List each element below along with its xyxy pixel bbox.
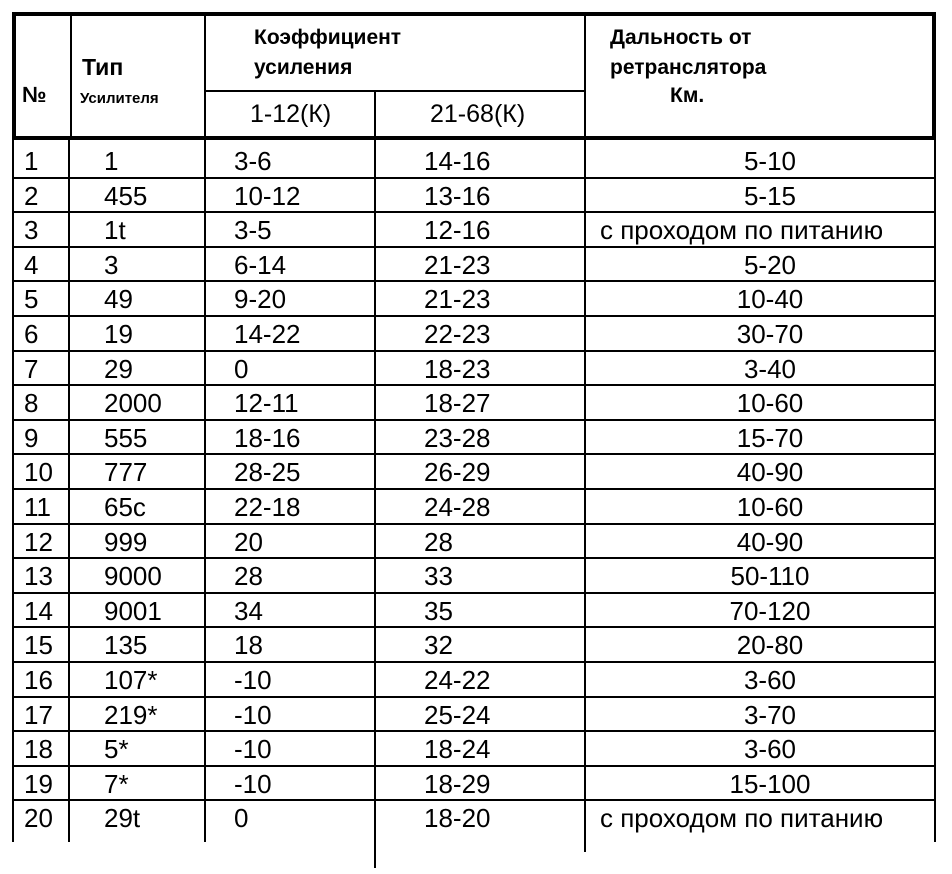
table-row: [12, 594, 936, 629]
cell-type: 555: [104, 422, 148, 453]
cell-type: 1: [104, 146, 119, 176]
table-row: [12, 801, 936, 836]
cell-gain-21-68: 18-27: [424, 388, 491, 419]
table-row: [12, 698, 936, 733]
cell-type: 49: [104, 284, 133, 315]
cell-type: 9001: [104, 595, 162, 626]
cell-type: 107*: [104, 665, 158, 695]
header-range-line3: Км.: [670, 84, 705, 107]
cell-type: 2000: [104, 388, 162, 419]
cell-type: 65c: [104, 492, 146, 522]
cell-gain-21-68: 28: [424, 526, 453, 557]
cell-gain-21-68: 23-28: [424, 422, 491, 453]
table-row: [12, 179, 936, 214]
cell-gain-1-12: 0: [234, 353, 249, 384]
header-band-1: 1-12(К): [250, 100, 332, 128]
cell-num: 12: [24, 526, 53, 557]
header-type-title: Тип: [82, 54, 124, 80]
cell-gain-21-68: 21-23: [424, 284, 491, 315]
cell-gain-21-68: 35: [424, 595, 453, 626]
cell-gain-1-12: 14-22: [234, 319, 301, 349]
cell-range: 5-10: [743, 146, 797, 176]
cell-gain-1-12: 18-16: [234, 422, 301, 453]
cell-type: 999: [104, 526, 148, 557]
cell-range: 3-60: [743, 665, 797, 695]
cell-num: 6: [24, 319, 39, 349]
table-row: [12, 559, 936, 594]
header-gain-line2: усиления: [254, 56, 353, 79]
cell-range: 5-20: [743, 249, 797, 280]
cell-range: 15-100: [729, 768, 811, 799]
cell-gain-1-12: 3-6: [234, 146, 272, 176]
cell-gain-1-12: 22-18: [234, 492, 301, 522]
cell-range: с проходом по питанию: [600, 215, 884, 246]
cell-range: 70-120: [729, 595, 811, 626]
cell-gain-1-12: 9-20: [234, 284, 287, 315]
table-row: [12, 144, 936, 179]
header-range-line2: ретранслятора: [610, 56, 767, 79]
cell-gain-21-68: 13-16: [424, 180, 491, 211]
cell-gain-21-68: 32: [424, 630, 453, 661]
cell-gain-21-68: 24-28: [424, 492, 491, 522]
cell-type: 29: [104, 353, 133, 384]
cell-gain-1-12: 10-12: [234, 180, 301, 211]
cell-range: 10-40: [736, 284, 804, 315]
table-row: [12, 317, 936, 352]
cell-gain-21-68: 18-29: [424, 768, 491, 799]
table-row: [12, 732, 936, 767]
cell-num: 17: [24, 699, 53, 730]
cell-gain-21-68: 12-16: [424, 215, 491, 246]
cell-type: 455: [104, 180, 148, 211]
cell-num: 4: [24, 249, 39, 280]
cell-gain-21-68: 18-24: [424, 734, 491, 765]
cell-num: 18: [24, 734, 53, 765]
cell-gain-1-12: -10: [234, 734, 272, 765]
cell-gain-21-68: 18-20: [424, 803, 491, 834]
cell-gain-1-12: 28: [234, 561, 263, 592]
cell-num: 19: [24, 768, 53, 799]
cell-gain-21-68: 14-16: [424, 146, 491, 176]
cell-num: 13: [24, 561, 53, 592]
header-num: №: [22, 82, 47, 107]
cell-gain-21-68: 33: [424, 561, 453, 592]
cell-gain-21-68: 25-24: [424, 699, 491, 730]
header-gain-line1: Коэффициент: [254, 26, 402, 49]
cell-gain-1-12: 3-5: [234, 215, 272, 246]
cell-range: 50-110: [730, 561, 810, 592]
header-divider: [204, 16, 206, 136]
cell-gain-1-12: 0: [234, 803, 249, 834]
table-row: [12, 663, 936, 698]
cell-range: 15-70: [736, 422, 804, 453]
cell-gain-1-12: 34: [234, 595, 263, 626]
cell-num: 3: [24, 215, 39, 246]
cell-gain-1-12: -10: [234, 665, 272, 695]
cell-type: 135: [104, 630, 148, 661]
header-range-line1: Дальность от: [610, 26, 752, 49]
cell-gain-21-68: 22-23: [424, 319, 491, 349]
cell-gain-1-12: 6-14: [234, 249, 287, 280]
cell-num: 20: [24, 803, 53, 834]
table-row: [12, 282, 936, 317]
cell-num: 2: [24, 180, 39, 211]
cell-num: 14: [24, 595, 53, 626]
cell-range: 3-70: [743, 699, 797, 730]
cell-gain-21-68: 18-23: [424, 353, 491, 384]
header-type-sub: Усилителя: [80, 90, 159, 107]
cell-range: 3-60: [743, 734, 797, 765]
cell-gain-21-68: 21-23: [424, 249, 491, 280]
cell-range: 10-60: [736, 388, 804, 419]
cell-num: 11: [24, 492, 51, 522]
cell-type: 219*: [104, 699, 158, 730]
table-row: [12, 352, 936, 387]
header-divider: [374, 92, 376, 136]
table-row: [12, 213, 936, 248]
cell-gain-1-12: -10: [234, 768, 272, 799]
table-row: [12, 628, 936, 663]
cell-num: 8: [24, 388, 39, 419]
cell-range: 3-40: [743, 353, 797, 384]
cell-gain-1-12: 20: [234, 526, 263, 557]
cell-num: 1: [24, 146, 39, 176]
cell-range: 40-90: [736, 526, 804, 557]
table-row: [12, 490, 936, 525]
cell-gain-21-68: 24-22: [424, 665, 491, 695]
cell-range: 5-15: [743, 180, 797, 211]
cell-type: 7*: [104, 768, 129, 799]
header-divider: [584, 16, 586, 136]
cell-type: 3: [104, 249, 119, 280]
cell-range: 30-70: [736, 319, 804, 349]
table-row: [12, 386, 936, 421]
cell-num: 16: [24, 665, 53, 695]
cell-range: 40-90: [736, 457, 804, 488]
cell-type: 1t: [104, 215, 126, 246]
table-row: [12, 767, 936, 802]
cell-num: 5: [24, 284, 39, 315]
cell-gain-21-68: 26-29: [424, 457, 491, 488]
cell-range: 20-80: [736, 630, 804, 661]
table-row: [12, 525, 936, 560]
table-row: [12, 248, 936, 283]
header-band-2: 21-68(К): [430, 100, 526, 128]
cell-num: 9: [24, 422, 39, 453]
cell-type: 777: [104, 457, 148, 488]
cell-gain-1-12: 18: [234, 630, 263, 661]
cell-type: 5*: [104, 734, 129, 765]
cell-type: 19: [104, 319, 133, 349]
cell-num: 10: [24, 457, 53, 488]
cell-gain-1-12: -10: [234, 699, 272, 730]
table-header: [12, 12, 936, 140]
table-row: [12, 455, 936, 490]
cell-num: 7: [24, 353, 39, 384]
cell-range: с проходом по питанию: [600, 803, 884, 834]
table-row: [12, 421, 936, 456]
cell-type: 29t: [104, 803, 141, 834]
header-divider: [204, 90, 586, 92]
cell-range: 10-60: [736, 492, 804, 522]
cell-num: 15: [24, 630, 53, 661]
cell-gain-1-12: 12-11: [234, 388, 299, 419]
header-divider: [70, 16, 72, 136]
cell-gain-1-12: 28-25: [234, 457, 301, 488]
cell-type: 9000: [104, 561, 162, 592]
